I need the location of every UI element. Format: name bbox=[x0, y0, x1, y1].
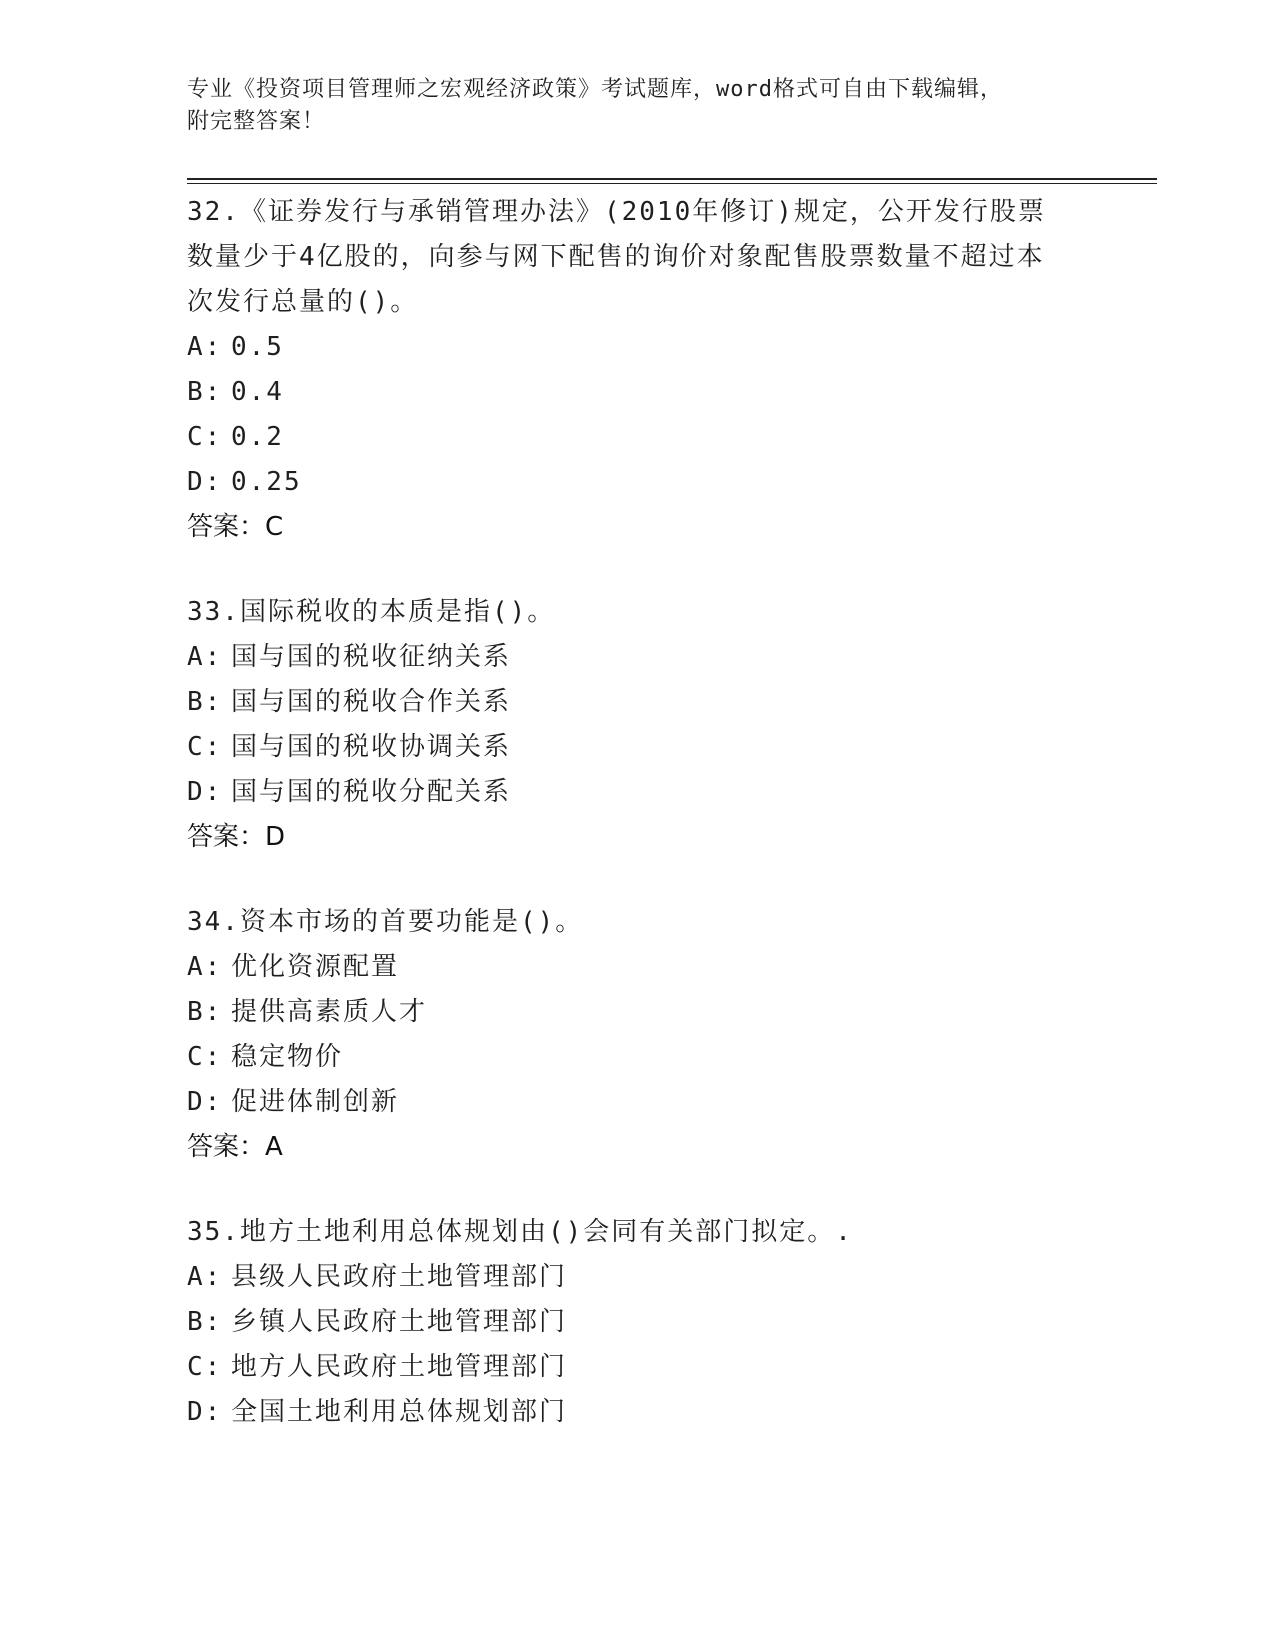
option-label: B: bbox=[187, 997, 223, 1027]
option-label: B: bbox=[187, 377, 223, 407]
option-text: 0.4 bbox=[231, 377, 284, 407]
option-text: 全国土地利用总体规划部门 bbox=[231, 1397, 568, 1427]
option-label: B: bbox=[187, 687, 223, 717]
answer-line: 答案：A bbox=[187, 1132, 283, 1162]
option-label: A: bbox=[187, 332, 223, 362]
option-text: 国与国的税收协调关系 bbox=[231, 732, 512, 762]
option-text: 0.5 bbox=[231, 332, 284, 362]
question-stem: 34.资本市场的首要功能是()。 bbox=[187, 907, 584, 937]
option-text: 促进体制创新 bbox=[231, 1087, 400, 1117]
option-label: D: bbox=[187, 467, 223, 497]
option-text: 0.25 bbox=[231, 467, 302, 497]
option-d bbox=[187, 1390, 1087, 1435]
answer-line: 答案：C bbox=[187, 512, 284, 542]
option-text: 国与国的税收合作关系 bbox=[231, 687, 512, 717]
header-line-2: 附完整答案！ bbox=[187, 109, 326, 134]
option-b bbox=[187, 990, 1087, 1035]
option-d bbox=[187, 770, 1087, 815]
option-label: D: bbox=[187, 777, 223, 807]
question-33 bbox=[187, 590, 1087, 860]
option-text: 国与国的税收征纳关系 bbox=[231, 642, 512, 672]
option-text: 0.2 bbox=[231, 422, 284, 452]
header-line-1: 专业《投资项目管理师之宏观经济政策》考试题库，word格式可自由下载编辑， bbox=[187, 77, 1003, 102]
header-divider-thin bbox=[187, 183, 1157, 184]
option-c bbox=[187, 725, 1087, 770]
option-a bbox=[187, 1255, 1087, 1300]
option-c bbox=[187, 415, 1087, 460]
option-c bbox=[187, 1035, 1087, 1080]
question-stem: 32.《证券发行与承销管理办法》(2010年修订)规定，公开发行股票数量少于4亿股的，向参与网下配售的询价对象配售股票数量不超过本次发行总量的()。 bbox=[187, 197, 1046, 317]
option-text: 优化资源配置 bbox=[231, 952, 400, 982]
option-label: D: bbox=[187, 1397, 223, 1427]
option-b bbox=[187, 1300, 1087, 1345]
question-list bbox=[187, 190, 1087, 1475]
question-34 bbox=[187, 900, 1087, 1170]
option-label: C: bbox=[187, 1042, 223, 1072]
document-header bbox=[187, 74, 1087, 138]
question-35 bbox=[187, 1210, 1087, 1435]
option-b bbox=[187, 680, 1087, 725]
header-divider-thick bbox=[187, 178, 1157, 180]
option-label: C: bbox=[187, 1352, 223, 1382]
option-text: 国与国的税收分配关系 bbox=[231, 777, 512, 807]
option-a bbox=[187, 945, 1087, 990]
option-text: 地方人民政府土地管理部门 bbox=[231, 1352, 568, 1382]
option-d bbox=[187, 460, 1087, 505]
option-a bbox=[187, 635, 1087, 680]
question-32 bbox=[187, 190, 1087, 550]
option-d bbox=[187, 1080, 1087, 1125]
answer-line: 答案：D bbox=[187, 822, 286, 852]
option-label: C: bbox=[187, 422, 223, 452]
option-text: 提供高素质人才 bbox=[231, 997, 428, 1027]
option-label: A: bbox=[187, 642, 223, 672]
option-a bbox=[187, 325, 1087, 370]
option-label: C: bbox=[187, 732, 223, 762]
option-text: 县级人民政府土地管理部门 bbox=[231, 1262, 568, 1292]
option-label: A: bbox=[187, 952, 223, 982]
option-b bbox=[187, 370, 1087, 415]
option-c bbox=[187, 1345, 1087, 1390]
question-stem: 35.地方土地利用总体规划由()会同有关部门拟定。. bbox=[187, 1217, 853, 1247]
option-label: B: bbox=[187, 1307, 223, 1337]
option-label: A: bbox=[187, 1262, 223, 1292]
option-text: 乡镇人民政府土地管理部门 bbox=[231, 1307, 568, 1337]
question-stem: 33.国际税收的本质是指()。 bbox=[187, 597, 556, 627]
option-label: D: bbox=[187, 1087, 223, 1117]
option-text: 稳定物价 bbox=[231, 1042, 344, 1072]
